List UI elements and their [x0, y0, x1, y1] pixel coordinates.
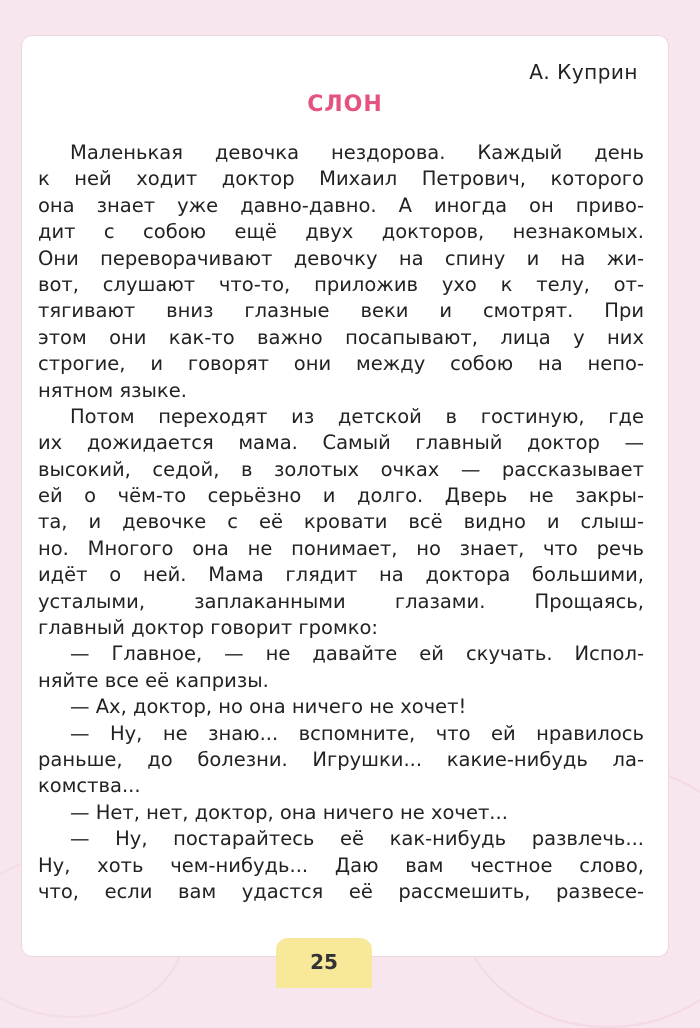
text-line: Потом переходят из детской в гостиную, где	[70, 404, 644, 428]
text-line: раньше, до болезни. Игрушки... какие-нибудь ла-	[38, 747, 644, 771]
text-line: вот, слушают что-то, приложив ухо к телу, от-	[38, 272, 644, 296]
text-line: — Ну, постарайтесь её как-нибудь развлечь...	[70, 827, 644, 851]
text-line: строгие, и говорят они между собою на непо-	[38, 352, 644, 376]
text-line: — Главное, — не давайте ей скучать. Испол-	[70, 642, 644, 666]
text-line: идёт о ней. Мама глядит на доктора большими,	[38, 563, 644, 587]
text-line: что, если вам удастся её рассмешить, развесе-	[38, 879, 644, 903]
text-line: дит с собою ещё двух докторов, незнакомых.	[38, 220, 644, 244]
text-line: Маленькая девочка нездорова. Каждый день	[70, 141, 644, 164]
story-title: СЛОН	[307, 92, 383, 117]
text-line: комства...	[38, 774, 141, 798]
page-number: 25	[310, 950, 338, 974]
author-name: А. Куприн	[529, 60, 638, 84]
text-line: Они переворачивают девочку на спину и на жи-	[38, 246, 644, 270]
page-number-tab	[276, 938, 372, 988]
text-line: та, и девочке с её кровати всё видно и слыш-	[38, 510, 644, 534]
text-line: нятном языке.	[38, 378, 187, 402]
text-line: она знает уже давно-давно. А иногда он приво-	[38, 193, 644, 217]
text-line: — Ну, не знаю... вспомните, что ей нравилось	[70, 721, 644, 745]
text-line: но. Многого она не понимает, но знает, что речь	[38, 536, 644, 560]
text-line: тягивают вниз глазные веки и смотрят. При	[38, 299, 644, 323]
text-line: главный доктор говорит громко:	[38, 616, 378, 640]
text-line: — Ах, доктор, но она ничего не хочет!	[70, 695, 467, 719]
book-page	[22, 36, 668, 956]
text-line: ей о чём-то серьёзно и долго. Дверь не закры-	[38, 484, 644, 508]
story-text	[38, 140, 644, 905]
text-line: к ней ходит доктор Михаил Петрович, которого	[38, 167, 644, 191]
text-line: их дожидается мама. Самый главный доктор —	[38, 431, 644, 455]
text-line: няйте все её капризы.	[38, 668, 269, 692]
text-line: Ну, хоть чем-нибудь... Даю вам честное слово,	[38, 853, 644, 877]
text-line: этом они как-то важно посапывают, лица у них	[38, 325, 644, 349]
text-line: — Нет, нет, доктор, она ничего не хочет...	[70, 800, 508, 824]
text-line: усталыми, заплаканными глазами. Прощаясь,	[38, 589, 644, 613]
text-line: высокий, седой, в золотых очках — рассказывает	[38, 457, 644, 481]
